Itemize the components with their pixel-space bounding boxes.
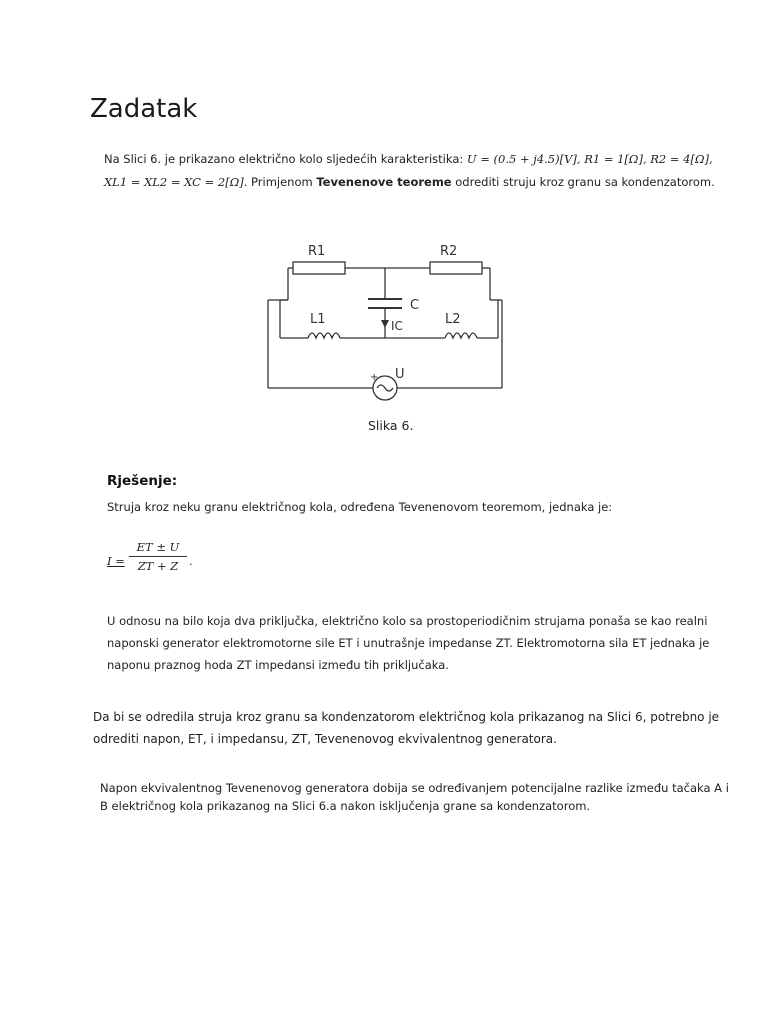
paragraph-3 bbox=[100, 779, 729, 815]
reactance-values: XL1 = XL2 = XC = 2[Ω]. bbox=[104, 175, 248, 189]
paragraph-1-line: U odnosu na bilo koja dva priključka, električno kolo sa prostoperiodičnim strujama ponaša se kao realni bbox=[107, 614, 708, 628]
resistor-r2 bbox=[430, 262, 482, 274]
inductor-l2 bbox=[445, 333, 477, 338]
paragraph-2 bbox=[93, 706, 719, 750]
label-r1: R1 bbox=[308, 244, 326, 259]
paragraph-2-line: odrediti napon, ET, i impedansu, ZT, Tevenenovog ekvivalentnog generatora. bbox=[93, 732, 557, 746]
formula-denominator: ZT + Z bbox=[129, 556, 187, 573]
circuit-diagram bbox=[260, 235, 510, 445]
label-u: U bbox=[395, 367, 405, 382]
formula-numerator: ET ± U bbox=[136, 540, 180, 554]
inductor-l1 bbox=[308, 333, 340, 338]
label-c: C bbox=[410, 298, 420, 313]
page-title: Zadatak bbox=[90, 94, 198, 124]
current-arrow-icon bbox=[381, 320, 389, 328]
paragraph-3-line: Napon ekvivalentnog Tevenenovog generatora dobija se određivanjem potencijalne razlike između tačaka A i bbox=[100, 781, 729, 795]
label-r2: R2 bbox=[440, 244, 458, 259]
formula-lhs: I = bbox=[107, 554, 125, 568]
label-ic: IC bbox=[391, 319, 403, 333]
solution-intro: Struja kroz neku granu električnog kola, određena Tevenenovom teoremom, jednaka je: bbox=[107, 500, 613, 514]
paragraph-3-line: B električnog kola prikazanog na Slici 6.a nakon isključenja grane sa kondenzatorom. bbox=[100, 799, 591, 813]
problem-line-1 bbox=[104, 150, 713, 168]
problem-values: U = (0.5 + j4.5)[V], R1 = 1[Ω], R2 = 4[Ω], bbox=[466, 152, 713, 166]
problem-text: Na Slici 6. je prikazano električno kolo sljedećih karakteristika: bbox=[104, 152, 464, 166]
label-plus: + bbox=[370, 372, 379, 383]
problem-line-2: XL1 = XL2 = XC = 2[Ω]. Primjenom Tevenenove teoreme odrediti struju kroz granu sa kondenzatorom. bbox=[104, 175, 715, 189]
theorem-name: Tevenenove teoreme bbox=[316, 175, 452, 189]
resistor-r1 bbox=[293, 262, 345, 274]
solution-heading: Rješenje: bbox=[107, 473, 178, 489]
paragraph-1-line: naponu praznog hoda ZT impedansi između tih priključaka. bbox=[107, 658, 449, 672]
label-l1: L1 bbox=[310, 312, 326, 327]
paragraph-1 bbox=[107, 610, 709, 676]
paragraph-2-line: Da bi se odredila struja kroz granu sa kondenzatorom električnog kola prikazanog na Slici 6, potrebno je bbox=[93, 710, 720, 724]
label-l2: L2 bbox=[445, 312, 461, 327]
formula-tail: . bbox=[189, 554, 193, 568]
paragraph-1-line: naponski generator elektromotorne sile ET i unutrašnje impedanse ZT. Elektromotorna sila ET jednaka je bbox=[107, 636, 710, 650]
figure-caption: Slika 6. bbox=[368, 418, 414, 433]
